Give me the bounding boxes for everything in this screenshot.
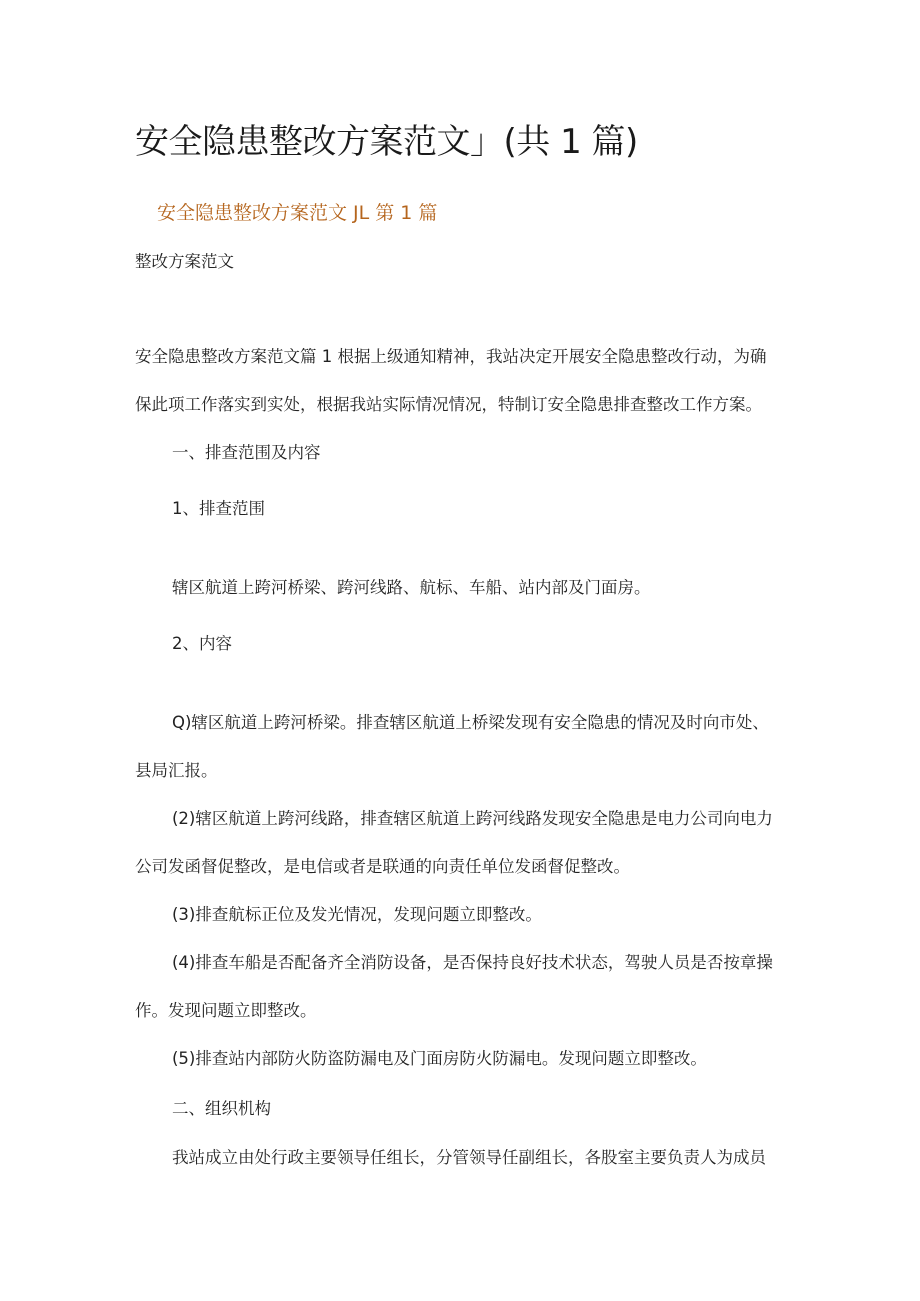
document-title: 安全隐患整改方案范文」(共 1 篇)	[135, 122, 638, 162]
subheading-content: 2、内容	[172, 634, 232, 653]
document-subtitle: 安全隐患整改方案范文 JL 第 1 篇	[157, 202, 438, 224]
paragraph-line: (3)排查航标正位及发光情况，发现问题立即整改。	[172, 905, 542, 924]
paragraph-line: 安全隐患整改方案范文篇 1 根据上级通知精神，我站决定开展安全隐患整改行动，为确	[135, 347, 767, 366]
section-heading: 整改方案范文	[135, 252, 234, 271]
paragraph-line: Q)辖区航道上跨河桥梁。排查辖区航道上桥梁发现有安全隐患的情况及时向市处、	[172, 713, 769, 732]
paragraph-line: 县局汇报。	[135, 761, 218, 780]
subheading-scope: 1、排查范围	[172, 499, 265, 518]
heading-organization: 二、组织机构	[172, 1099, 271, 1118]
paragraph-line: 保此项工作落实到实处，根据我站实际情况情况，特制订安全隐患排查整改工作方案。	[135, 395, 762, 414]
paragraph-line: (5)排查站内部防火防盗防漏电及门面房防火防漏电。发现问题立即整改。	[172, 1049, 707, 1068]
paragraph-line: (4)排查车船是否配备齐全消防设备，是否保持良好技术状态，驾驶人员是否按章操	[172, 953, 773, 972]
heading-scope-content: 一、排查范围及内容	[172, 443, 321, 462]
paragraph-line: 公司发函督促整改，是电信或者是联通的向责任单位发函督促整改。	[135, 857, 630, 876]
paragraph-line: (2)辖区航道上跨河线路，排查辖区航道上跨河线路发现安全隐患是电力公司向电力	[172, 809, 773, 828]
paragraph-line: 我站成立由处行政主要领导任组长，分管领导任副组长，各股室主要负责人为成员	[172, 1148, 766, 1167]
paragraph-line: 作。发现问题立即整改。	[135, 1001, 317, 1020]
paragraph-line: 辖区航道上跨河桥梁、跨河线路、航标、车船、站内部及门面房。	[172, 578, 651, 597]
